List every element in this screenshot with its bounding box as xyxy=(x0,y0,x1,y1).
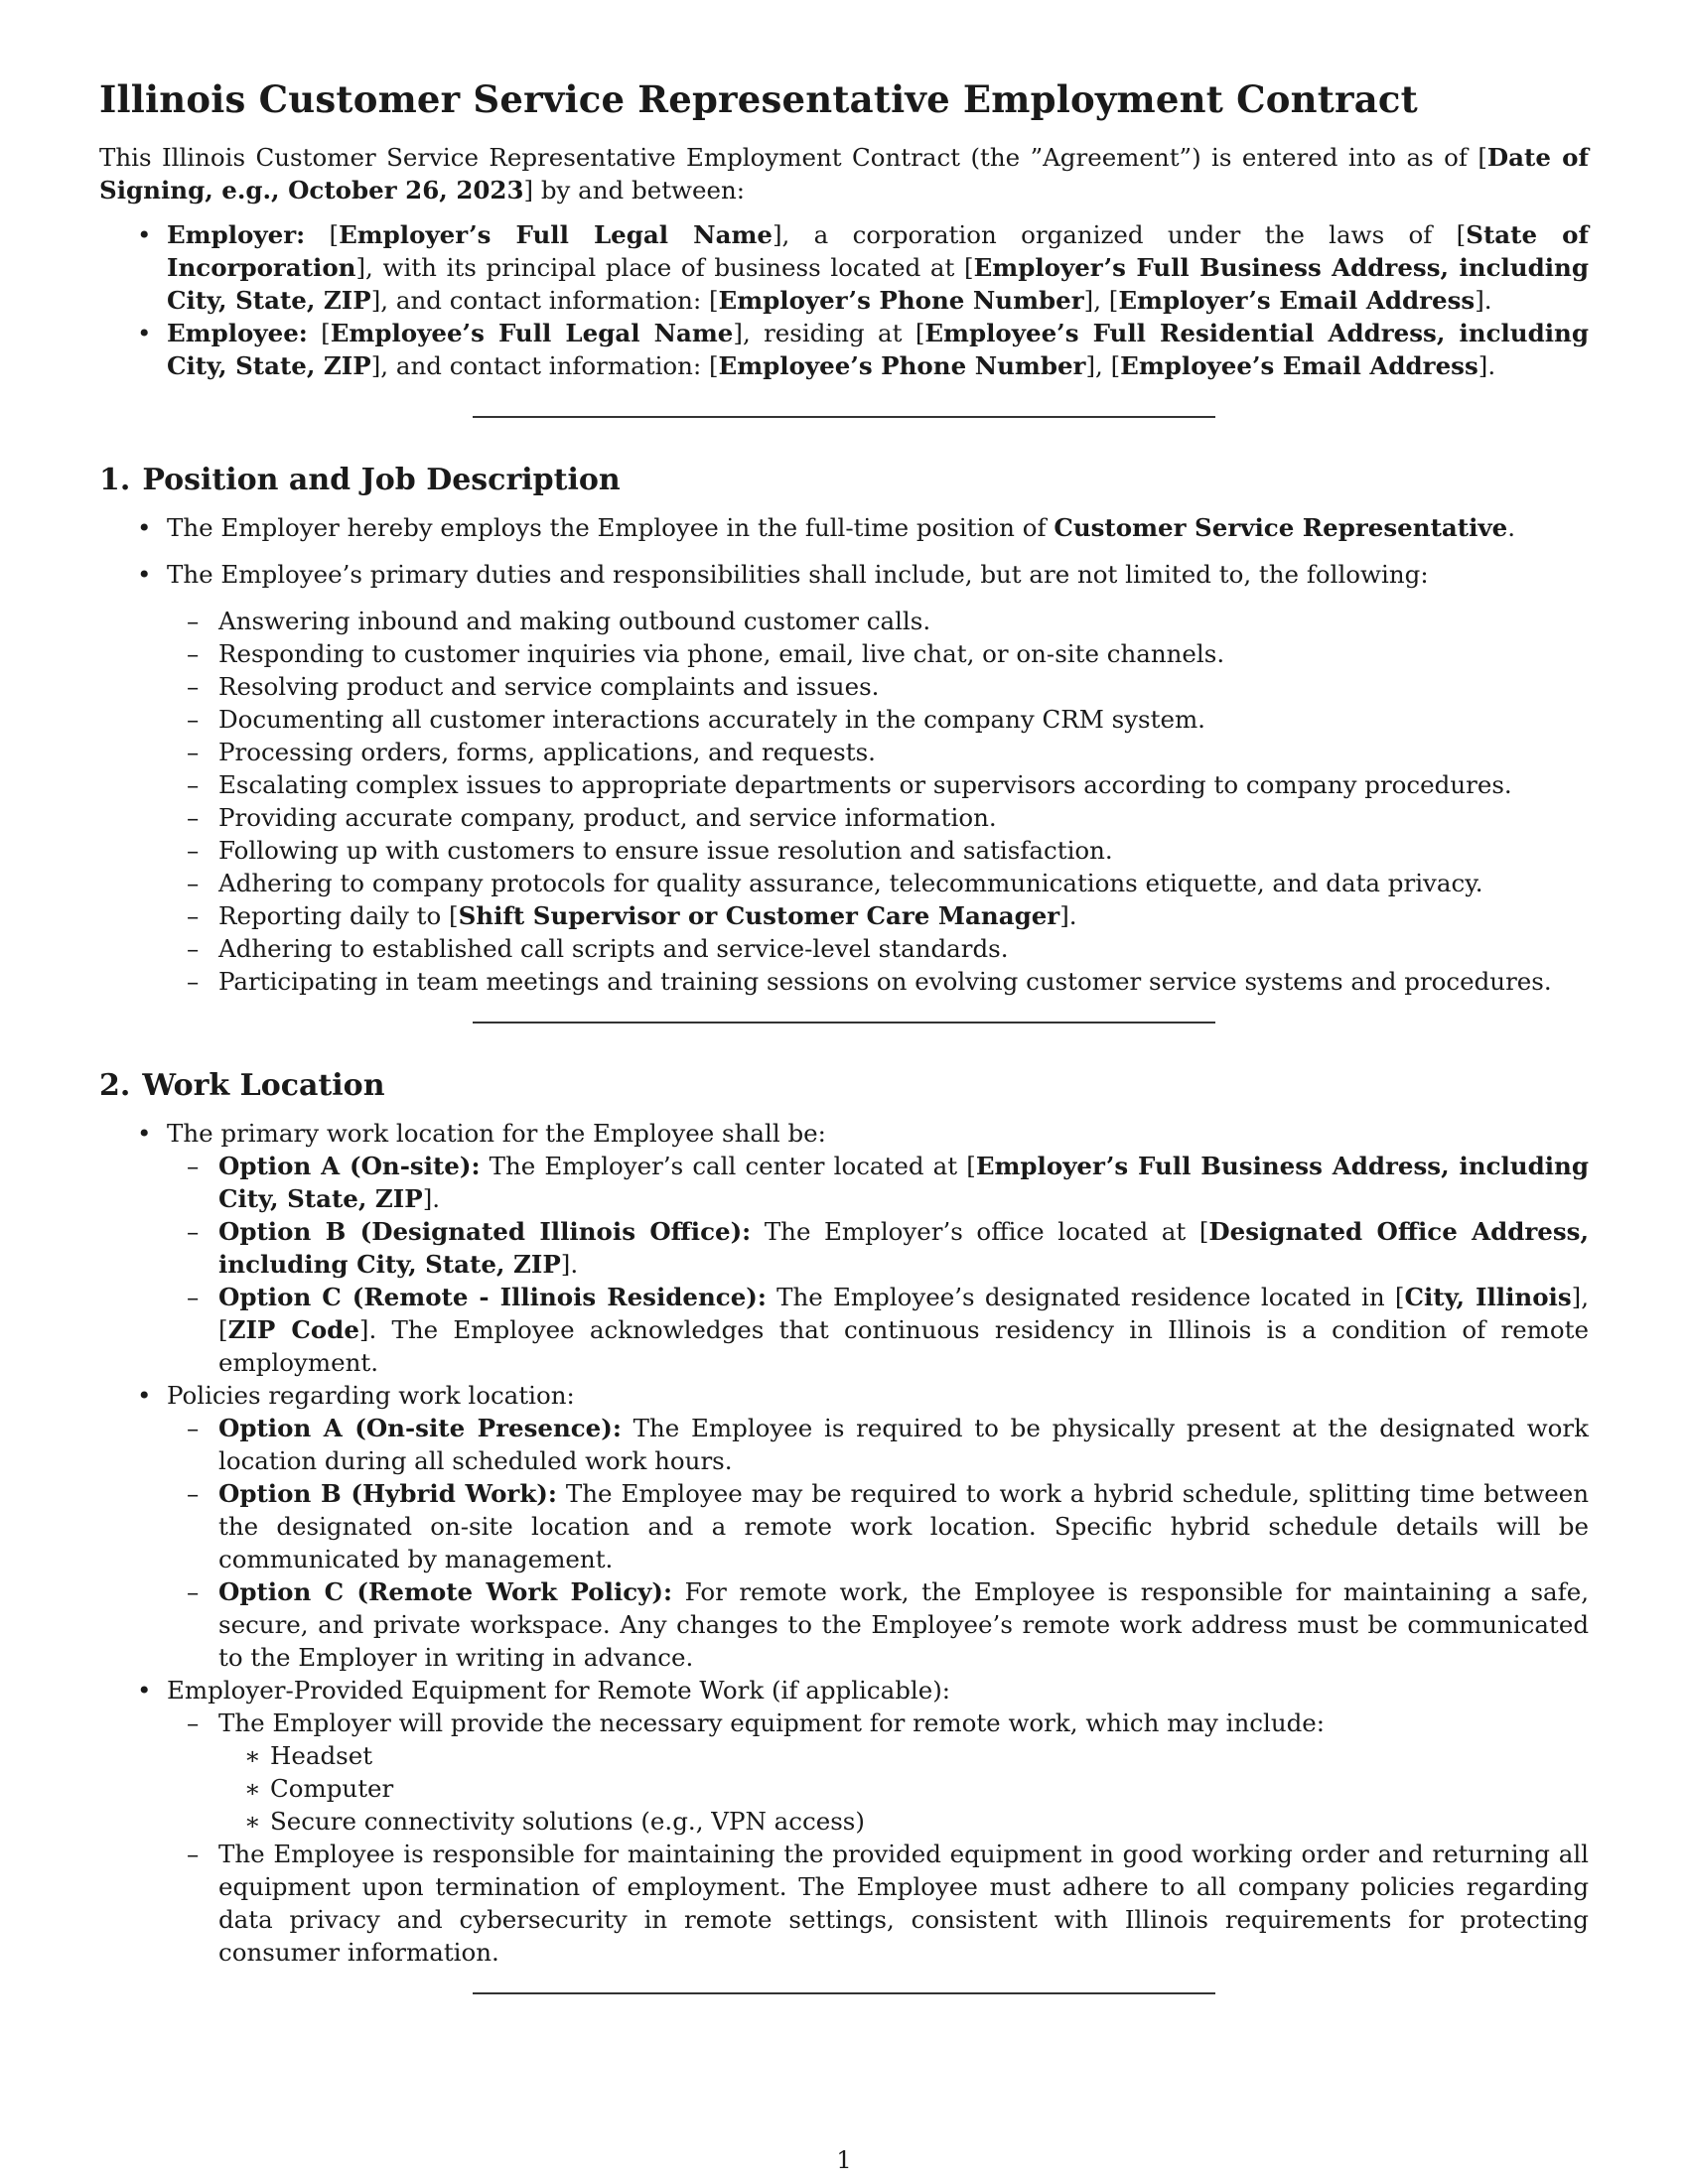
position-statement: • The Employer hereby employs the Employee in the full-time position of Customer Service Representative. xyxy=(99,511,1589,544)
location-options: • The primary work location for the Employee shall be: – Option A (On-site): The Employer’s call center located at [Employer’s Full Business Address, including City, State, ZIP]. – Option B (Designated Illinois Office): The Employer’s office located at [Designated Office Address, including City, State, ZIP]. – Option C (Remote - Illinois Residence): The Employee’s designated residence located in [City, Illinois], [ZIP Code]. The Employee acknowledges that continuous residency in Illinois is a condition of remote employment. xyxy=(99,1117,1589,1379)
duty-item: – Resolving product and service complaints and issues. xyxy=(159,670,1589,703)
duty-item: – Documenting all customer interactions accurately in the company CRM system. xyxy=(159,703,1589,736)
equipment-terms xyxy=(159,1706,1589,1969)
policy-b: – Option B (Hybrid Work): The Employee may be required to work a hybrid schedule, splitting time between the designated on-site location and a remote work location. Specific hybrid schedule details will be communicated by management. xyxy=(159,1477,1589,1575)
option-a-location: – Option A (On-site): The Employer’s call center located at [Employer’s Full Business Address, including City, State, ZIP]. xyxy=(159,1150,1589,1215)
duty-item: – Processing orders, forms, applications, and requests. xyxy=(159,736,1589,768)
document-title: Illinois Customer Service Representative Employment Contract xyxy=(99,77,1418,121)
section-1-heading: 1. Position and Job Description xyxy=(99,463,621,497)
duty-item: – Escalating complex issues to appropriate departments or supervisors according to company procedures. xyxy=(159,768,1589,801)
equipment-list xyxy=(218,1739,1589,1838)
duty-item: – Reporting daily to [Shift Supervisor or Customer Care Manager]. xyxy=(159,899,1589,932)
option-b-location: – Option B (Designated Illinois Office): The Employer’s office located at [Designated Office Address, including City, State, ZIP]. xyxy=(159,1215,1589,1281)
section-divider xyxy=(473,1992,1215,1994)
employer-label: Employer: xyxy=(167,220,306,249)
employee-label: Employee: xyxy=(167,319,308,347)
employee-party: • Employee: [Employee’s Full Legal Name], residing at [Employee’s Full Residential Address, including City, State, ZIP], and contact information: [Employee’s Phone Number], [Employee’s Email Address]. xyxy=(99,317,1589,382)
duty-item: – Adhering to company protocols for quality assurance, telecommunications etiquette, and data privacy. xyxy=(159,867,1589,899)
duty-item: – Adhering to established call scripts and service-level standards. xyxy=(159,932,1589,965)
option-c-location: – Option C (Remote - Illinois Residence): The Employee’s designated residence located in [City, Illinois], [ZIP Code]. The Employee acknowledges that continuous residency in Illinois is a condition of remote employment. xyxy=(159,1281,1589,1379)
duties-intro: • The Employee’s primary duties and responsibilities shall include, but are not limited to, the following: – Answering inbound and making outbound customer calls. – Responding to customer inquiries via phone, email, live chat, or on-site channels. – Resolving product and service complaints and issues. – Documenting all customer interactions accurately in the company CRM system. – Processing orders, forms, applications, and requests. – Escalating complex issues to appropriate departments or supervisors according to company procedures. – Providing accurate company, product, and service information. – Following up with customers to ensure issue resolution and satisfaction. – Adhering to company protocols for quality assurance, telecommunications etiquette, and data privacy. – Reporting daily to [Shift Supervisor or Customer Care Manager]. – Adhering to established call scripts and service-level standards. – Participating in team meetings and training sessions on evolving customer service systems and procedures. xyxy=(99,558,1589,998)
section-1-list xyxy=(99,511,1589,998)
duty-item: – Participating in team meetings and training sessions on evolving customer service systems and procedures. xyxy=(159,965,1589,998)
contract-page xyxy=(99,77,1589,1994)
policy-c: – Option C (Remote Work Policy): For remote work, the Employee is responsible for maintaining a safe, secure, and private workspace. Any changes to the Employee’s remote work address must be communicated to the Employer in writing in advance. xyxy=(159,1575,1589,1674)
parties-list xyxy=(99,218,1589,382)
section-divider xyxy=(473,1022,1215,1024)
duty-item: – Responding to customer inquiries via phone, email, live chat, or on-site channels. xyxy=(159,637,1589,670)
duty-item: – Providing accurate company, product, and service information. xyxy=(159,801,1589,834)
duty-item: – Answering inbound and making outbound customer calls. xyxy=(159,605,1589,637)
page-number: 1 xyxy=(836,2146,852,2174)
section-divider xyxy=(473,416,1215,418)
equipment-section: • Employer-Provided Equipment for Remote Work (if applicable): – The Employer will provide the necessary equipment for remote work, which may include: ∗ Headset ∗ Computer ∗ Secure connectivity solutions (e.g., VPN access) – The Employee is responsible for maintaining the provided equipment in good working order and returning all equipment upon termination of employment. The Employee must adhere to all company policies regarding data privacy and cybersecurity in remote settings, consistent with Illinois requirements for protecting consumer information. xyxy=(99,1674,1589,1969)
equipment-item: ∗ Secure connectivity solutions (e.g., VPN access) xyxy=(218,1805,1589,1838)
location-options-list xyxy=(159,1150,1589,1379)
policy-a: – Option A (On-site Presence): The Employee is required to be physically present at the designated work location during all scheduled work hours. xyxy=(159,1412,1589,1477)
equipment-item: ∗ Computer xyxy=(218,1772,1589,1805)
date-placeholder: Date of Signing, e.g., October 26, 2023 xyxy=(99,143,1590,205)
equipment-provided: – The Employer will provide the necessary equipment for remote work, which may include: ∗ Headset ∗ Computer ∗ Secure connectivity solutions (e.g., VPN access) xyxy=(159,1706,1589,1838)
equipment-item: ∗ Headset xyxy=(218,1739,1589,1772)
policies-list xyxy=(159,1412,1589,1674)
location-policies: • Policies regarding work location: – Option A (On-site Presence): The Employee is required to be physically present at the designated work location during all scheduled work hours. – Option B (Hybrid Work): The Employee may be required to work a hybrid schedule, splitting time between the designated on-site location and a remote work location. Specific hybrid schedule details will be communicated by management. – Option C (Remote Work Policy): For remote work, the Employee is responsible for maintaining a safe, secure, and private workspace. Any changes to the Employee’s remote work address must be communicated to the Employer in writing in advance. xyxy=(99,1379,1589,1674)
duties-list xyxy=(159,605,1589,998)
equipment-responsibility: – The Employee is responsible for maintaining the provided equipment in good working order and returning all equipment upon termination of employment. The Employee must adhere to all company policies regarding data privacy and cybersecurity in remote settings, consistent with Illinois requirements for protecting consumer information. xyxy=(159,1838,1589,1969)
section-2-list xyxy=(99,1117,1589,1969)
employer-party: • Employer: [Employer’s Full Legal Name], a corporation organized under the laws of [State of Incorporation], with its principal place of business located at [Employer’s Full Business Address, including City, State, ZIP], and contact information: [Employer’s Phone Number], [Employer’s Email Address]. xyxy=(99,218,1589,317)
duty-item: – Following up with customers to ensure issue resolution and satisfaction. xyxy=(159,834,1589,867)
intro-paragraph: This Illinois Customer Service Representative Employment Contract (the ”Agreement”) is entered into as of [Date of Signing, e.g., October 26, 2023] by and between: xyxy=(99,143,1590,205)
section-2-heading: 2. Work Location xyxy=(99,1068,385,1103)
